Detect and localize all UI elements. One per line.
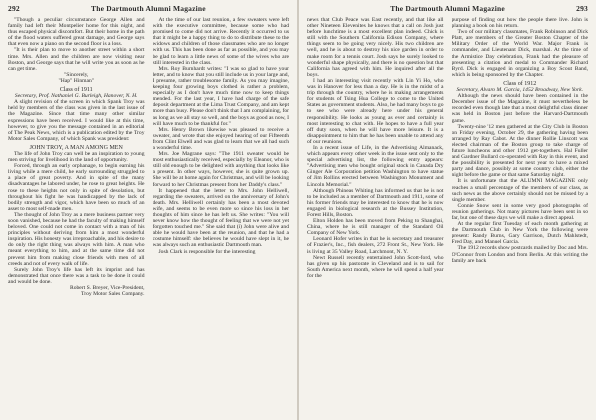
paragraph: Mrs. Roy Burnhardt writes: "I was so glad to have your letter, and to know that you still include us in your large and, I presume, rather troublesome family. As you may imagine, keeping four growing boys clothed is rather a problem, especially as I don't have much time now to keep things mended. For the last year, I have had charge of the safe deposit department at the Lima Trust Company, and am kept more than busy. Please don't think that I am complaining, for as long as we all stay so well, and the boys as good as now, I will have much to be thankful for." bbox=[152, 65, 289, 127]
paragraph: Mrs. Henry Brown likewise was pleased to receive a sweater, and wrote that she enjoyed hearing of our Fifteenth from Clint Elwell and was glad to learn that we all had such a wonderful time. bbox=[152, 126, 289, 151]
page-number-left: 292 bbox=[8, 4, 20, 13]
left-column-1 bbox=[8, 17, 145, 418]
paragraph: In a recent issue of Life, in the Advertising Almanack, which appears every other week in the issue sent only to the special advertising list, the following entry appears: "Advertising men who bought original stock in Canada Dry Ginger Ale Corporation petition Washington to have statue of Jim Rollins erected between Washington Monument and Lincoln Memorial." bbox=[307, 144, 444, 188]
article-heading: JOHN TROY, A MAN AMONG MEN bbox=[29, 144, 123, 151]
class-heading-1911: Class of 1911 bbox=[59, 87, 93, 94]
right-page-header bbox=[307, 4, 588, 14]
left-page-columns bbox=[8, 17, 289, 418]
paragraph: Newt Russell recently entertained John Scott-ford, who has given up his pastorate in Cleveland and is to sail for South America next month, where he will spend a half year for the bbox=[307, 254, 444, 279]
paragraph: "Though a peculiar circumstance George Allen and family had left their Montpelier home for this night, and thus escaped physical discomfort. But their home in the path of the flood waters suffered great damage, and George says that even now a piano on the second floor is a loss. bbox=[8, 17, 145, 48]
paragraph: Twenty-nine '12 men gathered at the City Club in Boston on Friday evening, October 29, the gathering having been arranged by Ray Cabot. At the dinner Rollie Linscott was elected chairman of the Boston group to take charge of future luncheons and other 1912 get-togethers. Hal Fuller and Gardner Bullard co-operated with Ray in this event, and the possibility is presented for next year to have a mixed party and dance, possibly at some country club, either the night before the game or that same Saturday night. bbox=[451, 123, 588, 179]
paragraph: At the time of our last reunion, a few sweaters were left with the executive committee, because some who had promised to come did not arrive. Recently it occurred to us that it might be a happy thing to do to distribute these to the widows and children of those classmates who are no longer with us. This has been done as far as possible, and you may be glad to learn a little news of some of the wives who are still interested in the class. bbox=[152, 17, 289, 66]
byline-company: Troy Motor Sales Company. bbox=[81, 291, 145, 298]
paragraph: news that Club Peace was East recently, and that like all other Nineteen Elevenites he knows that a call on Josh just before lunchtime is a most excellent plan indeed. Chick is still with the Southern California Edison Company, where things seem to be going very nicely. His two children are well, and he is about to destroy his nice garden in order to make room for a tennis court. Josh says he surely looked to wonderful shape physically, and there is no question but that California has agreed with him. He inquired after all the boys. bbox=[307, 17, 444, 78]
paragraph: "It is their plan to move to another street within a short time. Mrs. Allen and the children are now visiting near Boston, and George says that he will write you as soon as he can get time. bbox=[8, 47, 145, 72]
paragraph: purpose of finding out how the people there live. John is planning a book on his return. bbox=[451, 17, 588, 30]
left-page-header bbox=[8, 4, 289, 14]
paragraph: At the regular first Tuesday of each month gathering at the Dartmouth Club in New York the following were present: Randy Burns, Gary Garrison, Dutch Mahlstedt, Fred Day, and Manuel Garcia. bbox=[451, 221, 588, 246]
paragraph: I had an interesting visit recently with Lin Yi Ho, who was in Hanover for less than a day. He is in the midst of a trip through the country, where he is making arrangements for students of Tsing Hua College to come to the United States as government students. Also, he had many boys to go to see who were already here under his general responsibility. He looks as young as ever and certainly is most interesting to chat with. He hopes to have a full year off duty soon, when he will have more leisure. It is a disappointment to him that he has been unable to attend any of our reunions. bbox=[307, 77, 444, 145]
paragraph: Connie Snow sent in some very good photographs of reunion gatherings. Not many pictures have been sent in so far, but one of these days we will make a direct appeal. bbox=[451, 202, 588, 221]
right-column-1 bbox=[307, 17, 444, 418]
paragraph: It happened that the letter to Mrs. John Helliwell, regarding the sweaters, arrived on the anniversary of John's death. Mrs. Helliwell certainly has been a most devoted wife, and seems to be even more so since his loss in her thoughts of him since he has left us. She writes: "You will never know how the thought of feeling that we were not yet forgotten touched me." She said that (i) John were alive and able he would have been at the reunion, and that he had a costume himself: she believes he would have slept in it, he was always such an enthusiastic Dartmouth man. bbox=[152, 187, 289, 249]
paragraph: Although the news should have been contained in the December issue of the Magazine, it must nevertheless be recorded even though late that a most delightful class dinner was held in Boston just before the Harvard-Dartmouth game. bbox=[451, 93, 588, 124]
class-secretary-1912: Secretary, Alvaro M. Garcia, 1452 Broadway, New York. bbox=[456, 87, 584, 94]
right-page bbox=[299, 0, 596, 420]
signature: "Hap" Hinman" bbox=[58, 77, 95, 84]
right-page-columns bbox=[307, 17, 588, 418]
left-page bbox=[0, 0, 297, 420]
signoff: "Sincerely, bbox=[64, 71, 89, 78]
running-title-left: The Dartmouth Alumni Magazine bbox=[91, 4, 206, 13]
paragraph: A slight revision of the screen in which Spank Troy was held by members of the class was given in the last issue of the Magazine. Since that time many other similar expressions have been received. I would like at this time, however, to give you the message contained in an editorial of The Peak News, which is a publication edited by the Troy Motor Sales Company, of which Spank was president: bbox=[8, 99, 145, 142]
paragraph: The thought of John Troy as a mere business partner very soon vanished, because he had the faculty of making himself beloved. One could not come in contact with a man of his principles without deriving from him a most wonderful inspiration. His honesty was irreproachable, and his desire to do only the right thing was always with him. A man who meant everything to him, and at the same time did not prevent him from making close friends with men of all creeds and not of every walk of life. bbox=[8, 211, 145, 267]
class-heading-1912: Class of 1912 bbox=[503, 80, 537, 87]
paragraph: The life of John Troy can well be an inspiration to young men striving for livelihood in the land of opportunity. bbox=[8, 150, 145, 164]
byline: Robert S. Breyer, Vice-President, bbox=[69, 285, 145, 292]
paragraph: Elton Holden has been moved from Peking to Shanghai, China, where he is still manager of the Standard Oil Company of New York. bbox=[307, 218, 444, 237]
paragraph: Forced, through an early orphanage, to begin earning his living while a mere child, he early surrounding struggled to a place of great poverty. And in spite of the many disadvantages he labored under, he rose to great heights. He rose to these heights not only in spite of desolation, but throughout his fight he was handicapped by the lack of bodily strength and vigor, which have been so much of an asset to most self-made men. bbox=[8, 163, 145, 212]
paragraph: Josh Clark is responsible for the interesting bbox=[158, 248, 256, 255]
class-secretary-1911: Secretary, Prof. Nathaniel G. Burleigh, Hanover, N. H. bbox=[14, 93, 138, 100]
running-title-right: The Dartmouth Alumni Magazine bbox=[390, 4, 505, 13]
paragraph: Leonard Hofer writes in that he is secretary and treasurer of Frazier's, Inc., fish dealers, 272 Front St., New York. He is living at 35 Valley Road, Larchmont, N. Y. bbox=[307, 236, 444, 255]
paragraph: Surely John Troy's life has left its imprint and has demonstrated that once there was a task to be done it could and would be done. bbox=[8, 266, 145, 285]
paragraph: Although Phineas Whiting has informed us that he is not to be included as a member of Dartmouth and 1911, some of his former friends may be interested to know that he is now engaged in biological research at the Bussey Institution, Forest Hills, Boston. bbox=[307, 187, 444, 218]
page-number-right: 293 bbox=[576, 4, 588, 13]
paragraph: It is unfortunate that the ALUMNI MAGAZINE only reaches a small percentage of the members of our class, as such news as the above certainly should not be missed by a single member. bbox=[451, 178, 588, 203]
paragraph: The 1912 records show postcards mailed by Doc and Mrs. O'Connor from London and from Berlin. At this writing the family are back bbox=[451, 245, 588, 264]
paragraph: Mrs. Joe Magrane says: "The 1911 sweater would be most enthusiastically received, especially by Eleanor, who is still old enough to be delighted with anything that looks like a present. In other ways, however, she is quite grown up. She will be at home again for Christmas, and will be looking forward to her Christmas present from her Daddy's class." bbox=[152, 151, 289, 188]
right-column-2 bbox=[452, 17, 589, 418]
left-column-2 bbox=[153, 17, 290, 418]
paragraph: Two of our military classmates, Frank Robinson and Dick Platt, are members of the Greater Boston Chapter of the Military Order of the World War. Major Frank is commander, and Lieutenant Dick, marshal. At the time of the Armistice Day celebration, Frank had the pleasure of presenting a citation and medal to Commander Richard Byrd. Dick is engaged in organizing a Boy Scout Band, which is being sponsored by the Chapter. bbox=[451, 29, 588, 78]
